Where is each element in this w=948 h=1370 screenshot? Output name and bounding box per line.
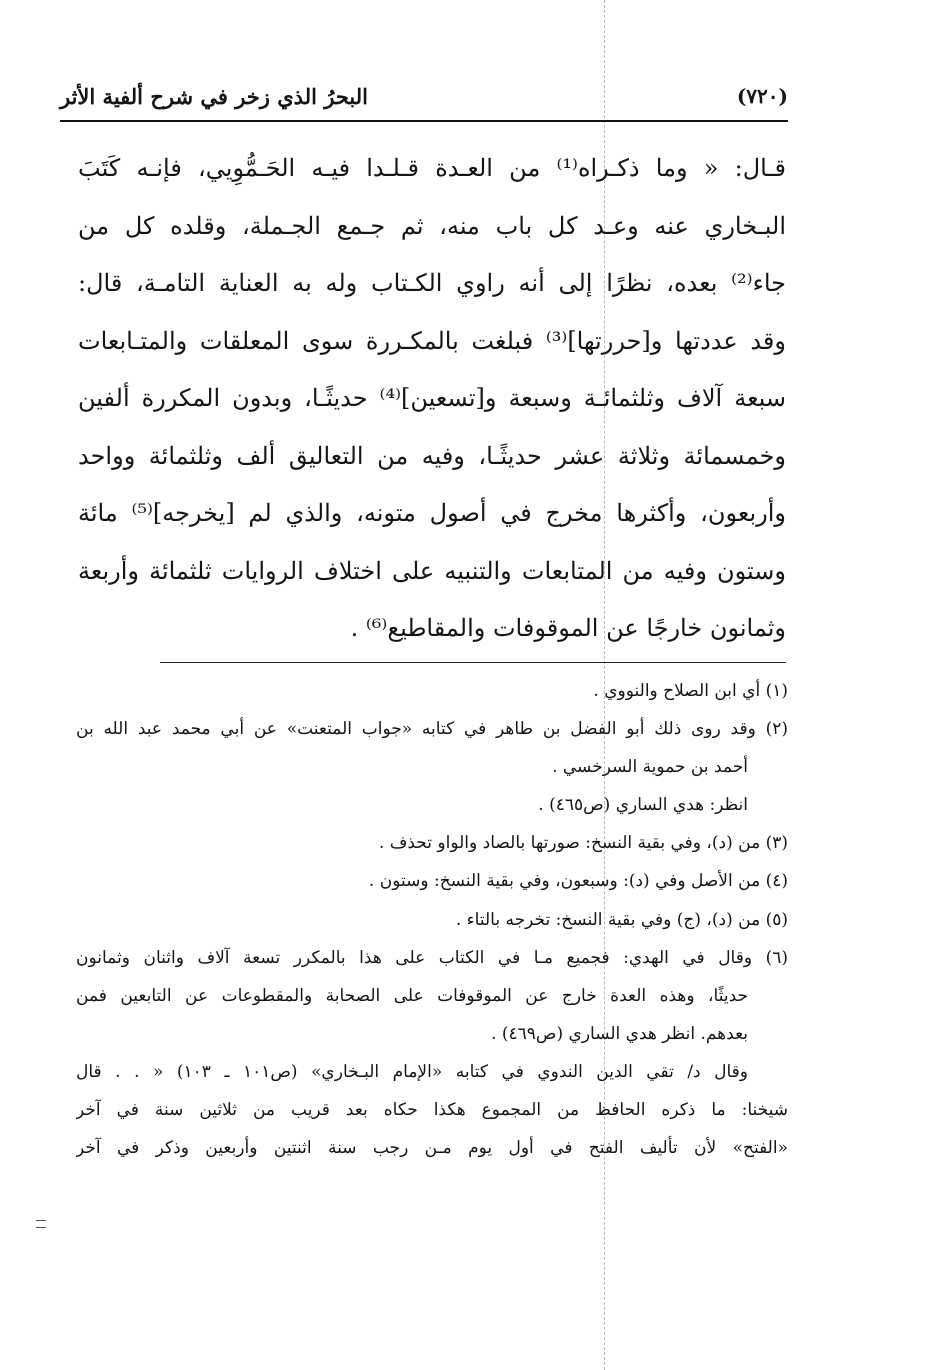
footnote-line: بعدهم. انظر هدي الساري (ص٤٦٩) . [491, 1023, 748, 1044]
footnote-line: شيخنا: ما ذكره الحافظ من المجموع هكذا حكاه بعد قريب من ثلاثين سنة في آخر [76, 1100, 788, 1121]
footnote-line: «الفتح» لأن تأليف الفتح في أول يوم مـن رجب سنة اثنتين وأربعين وذكر في آخر [76, 1138, 788, 1159]
footnote-separator [160, 662, 786, 663]
footnote-line: (١) أي ابن الصلاح والنووي . [593, 681, 788, 701]
main-line: وأربعون، وأكثرها مخرج في أصول متونه، والذي لم [يخرجه]⁽⁵⁾ مائة [78, 499, 786, 527]
main-line: سبعة آلاف وثلثمائـة وسبعة و[تسعين]⁽⁴⁾ حديثًـا، وبدون المكررة ألفين [78, 384, 786, 412]
page-header [60, 82, 788, 122]
footnote-line: (٥) من (د)، (ج) وفي بقية النسخ: تخرجه بالتاء . [455, 909, 788, 930]
main-line: وخمسمائة وثلاثة عشر حديثًـا، وفيه من التعاليق ألف وثلثمائة وواحد [78, 441, 786, 470]
footnote-line: حديثًا، وهذه العدة خارج عن الموقوفات على الصحابة والمقطوعات عن التابعين فمن [76, 985, 748, 1006]
main-line: البـخاري عنه وعـد كل باب منه، ثم جـمع الجـملة، وقلده كل من [78, 211, 786, 240]
footnote-line: أحمد بن حموية السرخسي . [552, 757, 748, 778]
main-line: وقد عددتها و[حررتها]⁽³⁾ فبلغت بالمكـررة سوى المعلقات والمتـابعات [78, 326, 786, 355]
main-text [78, 140, 786, 658]
main-line: قـال: « وما ذكـراه⁽¹⁾ من العـدة قـلـدا فيـه الحَـمُّوِيي، فإنـه كَتَبَ [78, 154, 786, 182]
page-number: (٧٢٠) [736, 84, 788, 108]
footnote-line: (٢) وقد روى ذلك أبو الفضل بن طاهر في كتابه «جواب المتعنت» عن أبي محمد عبد الله بن [76, 719, 788, 740]
footnote-line: (٤) من الأصل وفي (د): وسبعون، وفي بقية النسخ: وستون . [368, 871, 788, 892]
main-line: جاء⁽²⁾ بعده، نظرًا إلى أنه راوي الكـتاب وله به العناية التامـة، قال: [78, 269, 786, 297]
footnote-line: (٦) وقال في الهدي: فجميع مـا في الكتاب على هذا بالمكرر تسعة آلاف واثنان وثمانون [76, 947, 788, 968]
header-rule [60, 120, 788, 122]
main-line: وثمانون خارجًا عن الموقوفات والمقاطيع⁽⁶⁾ . [350, 614, 786, 642]
footnote-line: انظر: هدي الساري (ص٤٦٥) . [538, 795, 748, 816]
book-title: البحرُ الذي زخر في شرح ألفية الأثر [60, 84, 368, 109]
footnote-line: (٣) من (د)، وفي بقية النسخ: صورتها بالصاد والواو تحذف . [378, 833, 788, 854]
main-line: وستون وفيه من المتابعات والتنبيه على اختلاف الروايات ثلثمائة وأربعة [78, 556, 786, 585]
footnotes [76, 672, 788, 1167]
margin-mark [36, 1220, 46, 1228]
footnote-line: وقال د/ تقي الدين الندوي في كتابه «الإمام البـخاري» (ص١٠١ ـ ١٠٣) « . . قال [76, 1061, 748, 1082]
